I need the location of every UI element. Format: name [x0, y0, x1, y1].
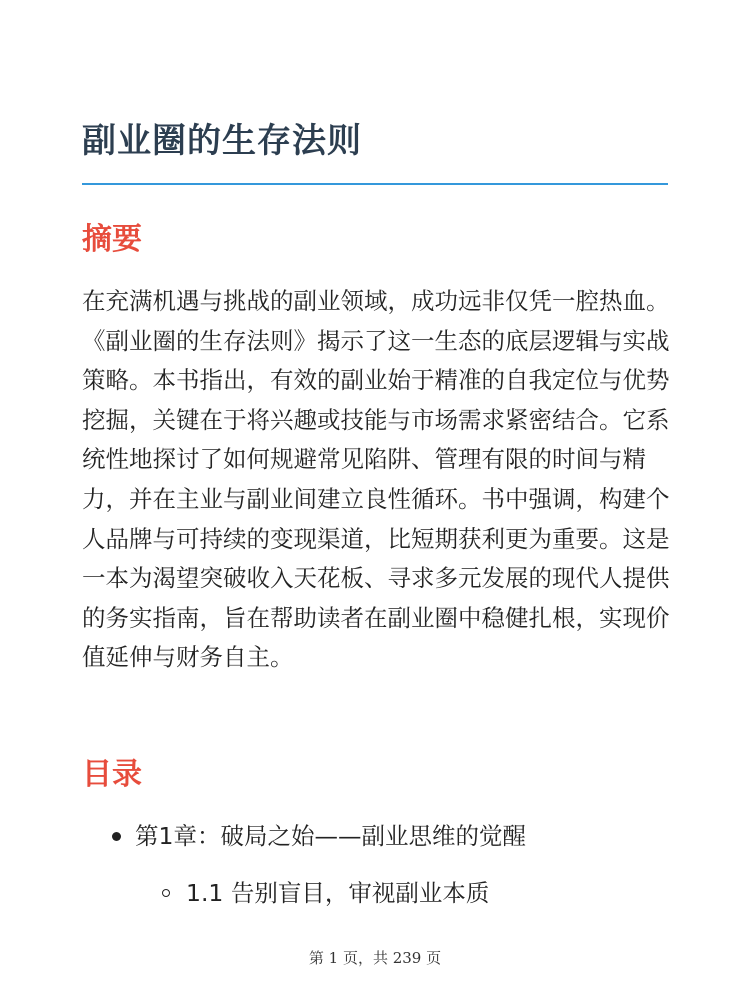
toc-heading: 目录	[82, 757, 142, 792]
title-divider	[82, 183, 668, 185]
toc-item-chapter-1[interactable]	[112, 820, 526, 852]
toc-item-label: 第1章：破局之始——副业思维的觉醒	[135, 822, 526, 850]
page-number-footer: 第 1 页，共 239 页	[308, 949, 442, 967]
toc-item-section-1-1[interactable]	[162, 877, 489, 909]
document-title: 副业圈的生存法则	[82, 121, 362, 161]
abstract-paragraph: 在充满机遇与挑战的副业领域，成功远非仅凭一腔热血。《副业圈的生存法则》揭示了这一生态的底层逻辑与实战策略。本书指出，有效的副业始于精准的自我定位与优势挖掘，关键在于将兴趣或技能与市场需求紧密结合。它系统性地探讨了如何规避常见陷阱、管理有限的时间与精力，并在主业与副业间建立良性循环。书中强调，构建个人品牌与可持续的变现渠道，比短期获利更为重要。这是一本为渴望突破收入天花板、寻求多元发展的现代人提供的务实指南，旨在帮助读者在副业圈中稳健扎根，实现价值延伸与财务自主。	[82, 287, 670, 672]
bullet-circle-icon	[162, 889, 170, 897]
bullet-disc-icon	[112, 832, 121, 841]
toc-item-label: 1.1 告别盲目，审视副业本质	[186, 879, 490, 907]
abstract-heading: 摘要	[82, 222, 142, 257]
